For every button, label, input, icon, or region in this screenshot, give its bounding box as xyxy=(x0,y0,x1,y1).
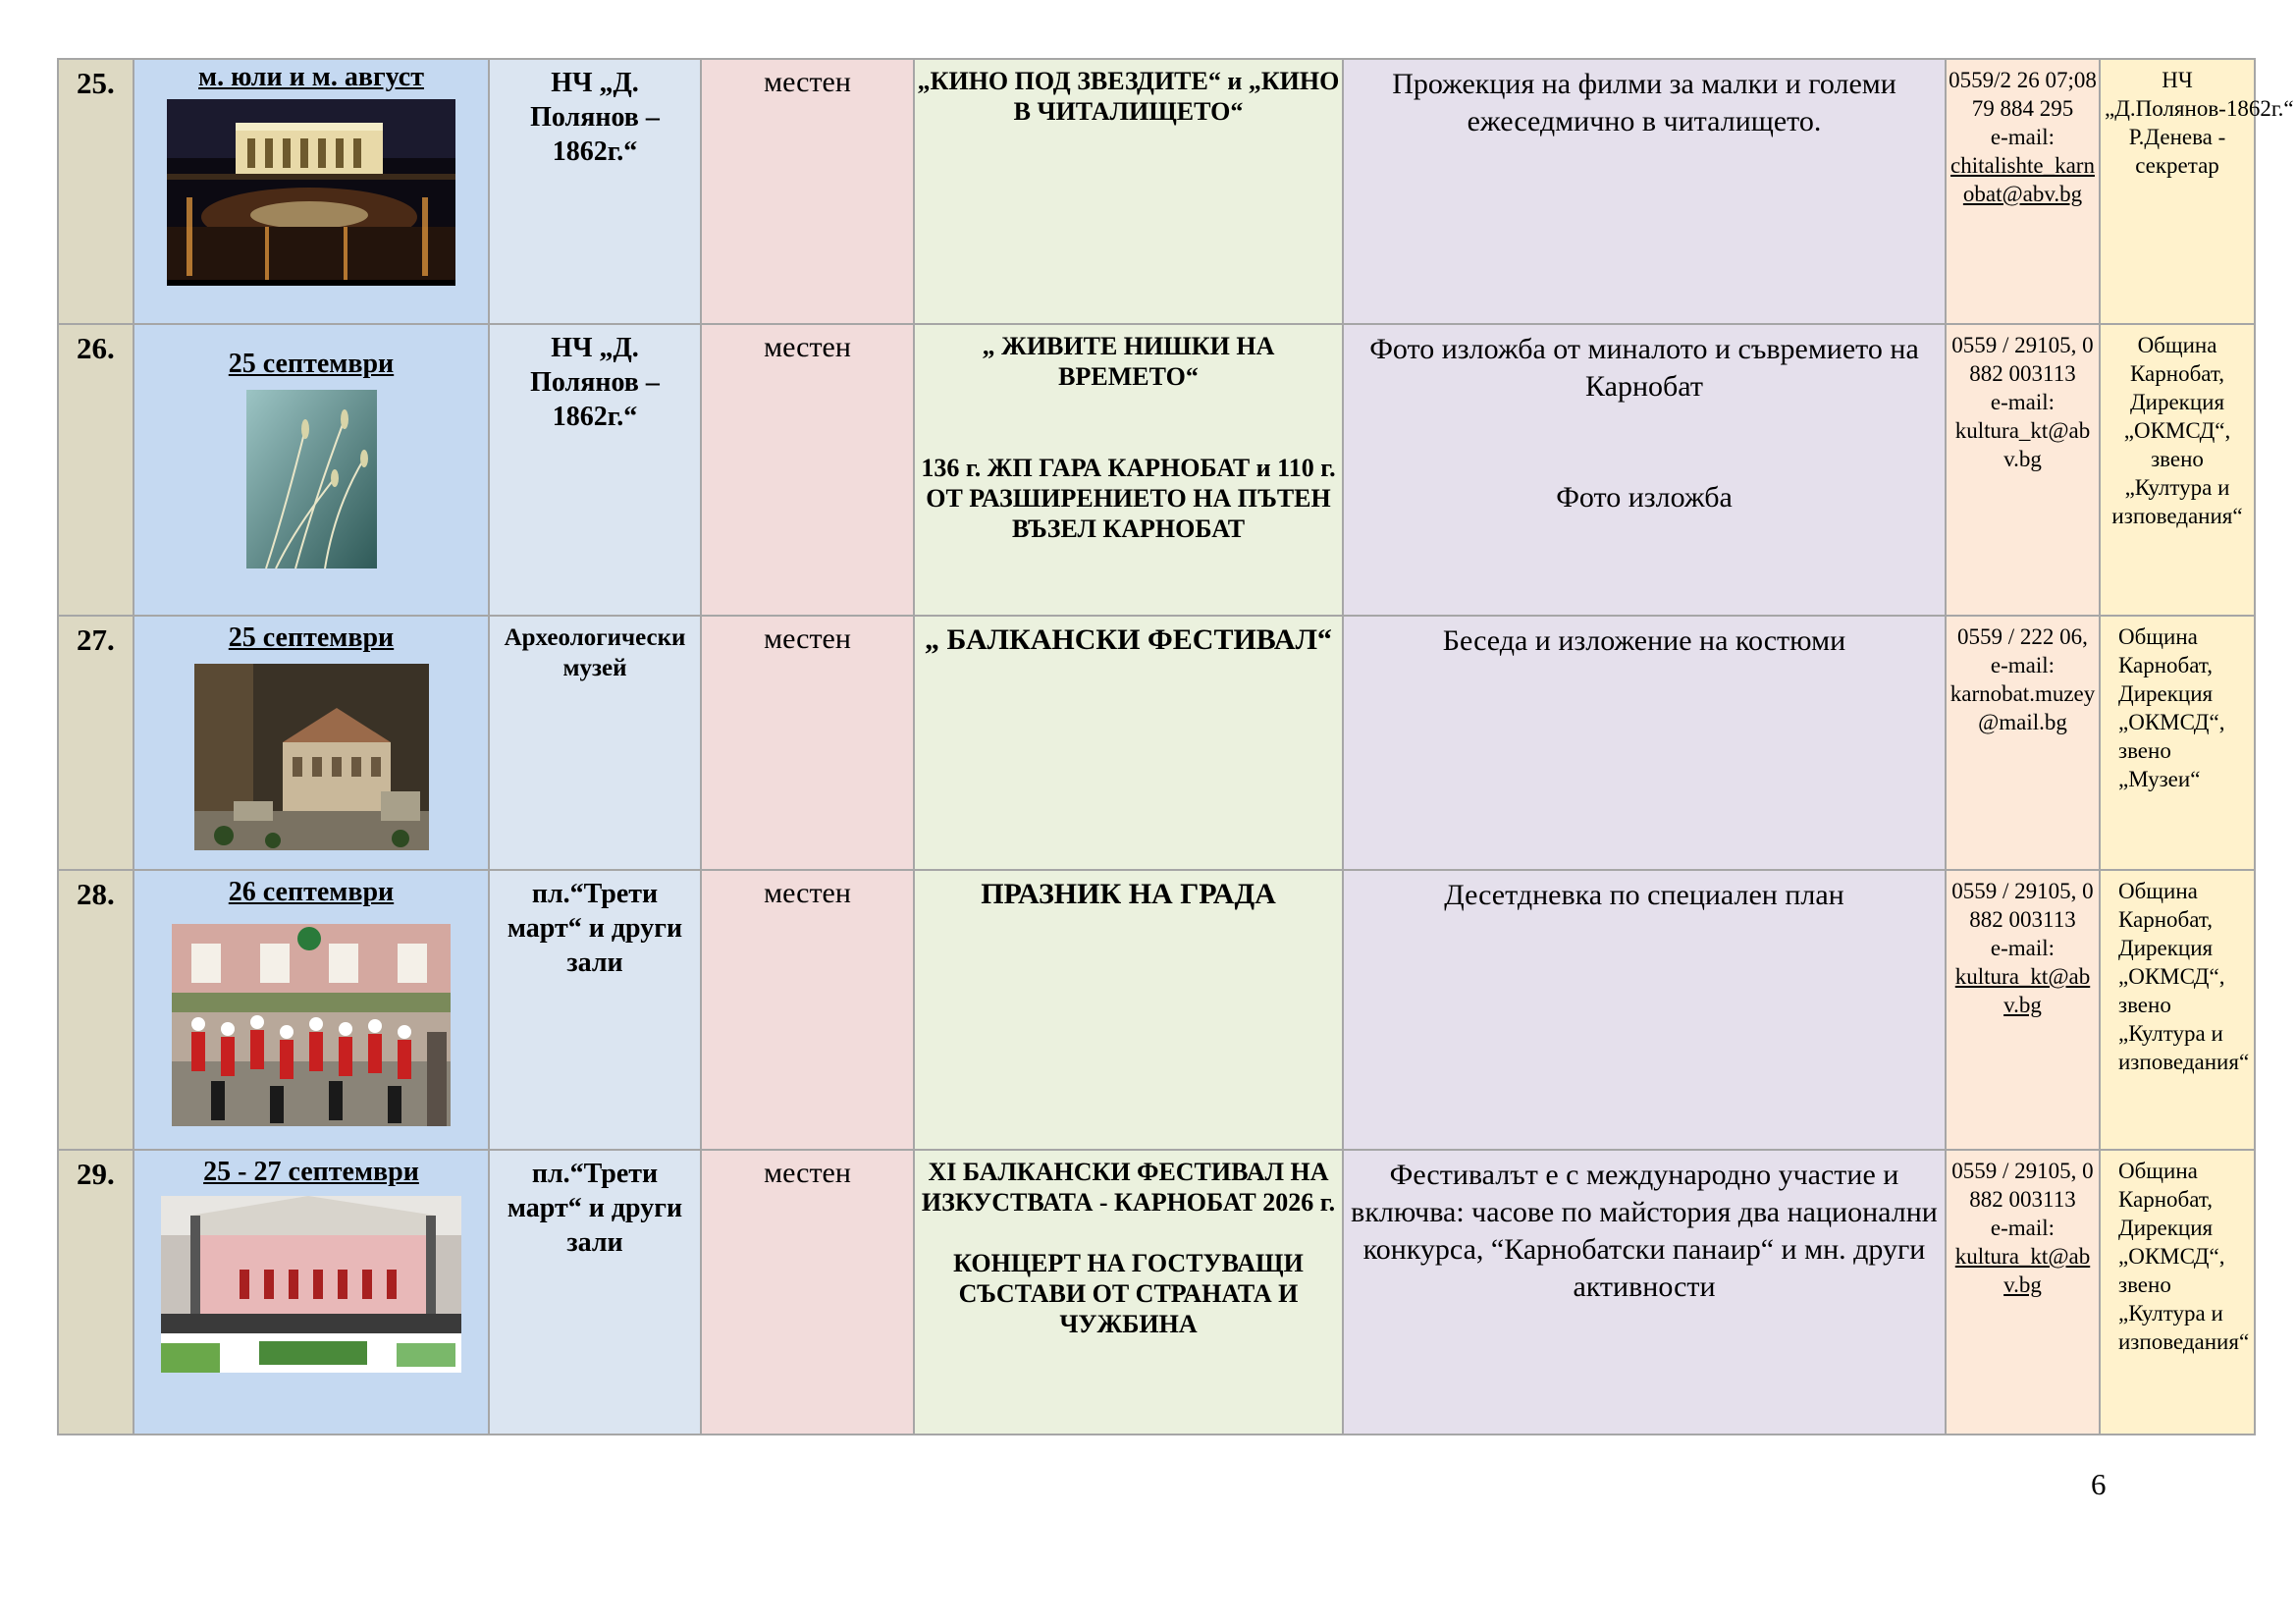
event-title: „КИНО ПОД ЗВЕЗДИТЕ“ и „КИНО В ЧИТАЛИЩЕТО“ xyxy=(917,67,1340,126)
table-row xyxy=(58,870,2255,1150)
event-title: „ БАЛКАНСКИ ФЕСТИВАЛ“ xyxy=(925,623,1332,656)
row-number: 28. xyxy=(77,877,115,911)
event-photo xyxy=(246,390,377,568)
event-title: XI БАЛКАНСКИ ФЕСТИВАЛ НА ИЗКУСТВАТА - КАРНОБАТ 2026 г. xyxy=(921,1158,1336,1217)
event-place: НЧ „Д. Полянов – 1862г.“ xyxy=(530,68,660,167)
contact-email: karnobat.muzey@mail.bg xyxy=(1949,681,2096,734)
event-photo xyxy=(161,1196,461,1373)
organizer: НЧ „Д.Полянов-1862г.“ Р.Денева - секретар xyxy=(2105,68,2294,178)
organizer: Община Карнобат, Дирекция „ОКМСД“, звено „Култура и изповедания“ xyxy=(2118,1159,2250,1354)
table-row xyxy=(58,324,2255,616)
event-date: м. юли и м. август xyxy=(198,62,424,92)
event-title: „ ЖИВИТЕ НИШКИ НА ВРЕМЕТО“ xyxy=(982,332,1275,391)
contact-phone: 0559 / 29105, 0882 003113 xyxy=(1951,333,2094,386)
event-date: 25 септември xyxy=(228,349,395,379)
event-type: местен xyxy=(764,66,851,98)
contact-email-link[interactable]: kultura_kt@abv.bg xyxy=(1954,964,2091,1017)
event-title: ПРАЗНИК НА ГРАДА xyxy=(981,878,1276,910)
row-number: 27. xyxy=(77,623,115,657)
table-row xyxy=(58,616,2255,870)
table-row xyxy=(58,1150,2255,1435)
event-subtitle: КОНЦЕРТ НА ГОСТУВАЩИ СЪСТАВИ ОТ СТРАНАТА И ЧУЖБИНА xyxy=(953,1249,1304,1338)
event-description: Беседа и изложение на костюми xyxy=(1442,624,1846,657)
organizer: Община Карнобат, Дирекция „ОКМСД“, звено „Култура и изповедания“ xyxy=(2118,879,2250,1074)
row-number: 25. xyxy=(77,66,115,100)
event-type: местен xyxy=(764,877,851,909)
event-place: Археологически музей xyxy=(504,624,686,681)
table-row xyxy=(58,59,2255,324)
event-place: пл.“Трети март“ и други зали xyxy=(507,879,683,978)
contact-email-label: e-mail: xyxy=(1990,390,2056,414)
contact-phone: 0559 / 29105, 0882 003113 xyxy=(1951,879,2094,932)
row-number: 29. xyxy=(77,1157,115,1191)
contact-email-label: e-mail: xyxy=(1990,653,2056,677)
contact-email-link[interactable]: kultura_kt@abv.bg xyxy=(1954,1244,2091,1297)
event-title-block xyxy=(915,325,1342,544)
event-description: Прожекция на филми за малки и големи ежеседмично в читалището. xyxy=(1392,68,1896,137)
event-subtitle: 136 г. ЖП ГАРА КАРНОБАТ и 110 г. ОТ РАЗШИРЕНИЕТО НА ПЪТЕН ВЪЗЕЛ КАРНОБАТ xyxy=(921,454,1336,543)
contact-email: kultura_kt@abv.bg xyxy=(1954,418,2091,471)
contact-info xyxy=(1947,617,2099,736)
contact-info xyxy=(1947,60,2099,208)
contact-phone: 0559/2 26 07;0879 884 295 xyxy=(1949,68,2097,121)
page-number: 6 xyxy=(2091,1467,2107,1501)
event-description-note: Фото изложба xyxy=(1556,481,1733,514)
contact-info xyxy=(1947,325,2099,473)
organizer: Община Карнобат, Дирекция „ОКМСД“, звено „Култура и изповедания“ xyxy=(2111,333,2243,528)
event-type: местен xyxy=(764,1157,851,1189)
event-place: НЧ „Д. Полянов – 1862г.“ xyxy=(530,333,660,432)
event-photo xyxy=(194,664,429,850)
row-number: 26. xyxy=(77,331,115,365)
contact-info xyxy=(1947,1151,2099,1299)
contact-email-link[interactable]: chitalishte_karnobat@abv.bg xyxy=(1950,153,2095,206)
events-table xyxy=(57,58,2294,1435)
event-title-block xyxy=(915,1151,1342,1339)
contact-email-label: e-mail: xyxy=(1990,125,2056,149)
event-date: 26 септември xyxy=(228,877,395,907)
event-description-block xyxy=(1344,325,1945,516)
event-photo xyxy=(167,99,455,286)
contact-email-label: e-mail: xyxy=(1990,1216,2056,1240)
contact-info xyxy=(1947,871,2099,1019)
organizer: Община Карнобат, Дирекция „ОКМСД“, звено „Музеи“ xyxy=(2118,624,2225,791)
event-date: 25 - 27 септември xyxy=(203,1157,419,1187)
event-type: местен xyxy=(764,331,851,363)
event-type: местен xyxy=(764,623,851,655)
event-description: Десетдневка по специален план xyxy=(1444,879,1844,911)
event-photo xyxy=(172,924,451,1126)
event-date: 25 септември xyxy=(228,623,395,653)
event-description: Фестивалът е с международно участие и включва: часове по майстория два национални конкурса, “Карнобатски панаир“ и мн. други активности xyxy=(1351,1159,1938,1303)
event-place: пл.“Трети март“ и други зали xyxy=(507,1159,683,1258)
contact-phone: 0559 / 222 06, xyxy=(1957,624,2088,649)
contact-email-label: e-mail: xyxy=(1990,936,2056,960)
contact-phone: 0559 / 29105, 0882 003113 xyxy=(1951,1159,2094,1212)
event-description: Фото изложба от миналото и съвремието на Карнобат xyxy=(1369,333,1919,403)
